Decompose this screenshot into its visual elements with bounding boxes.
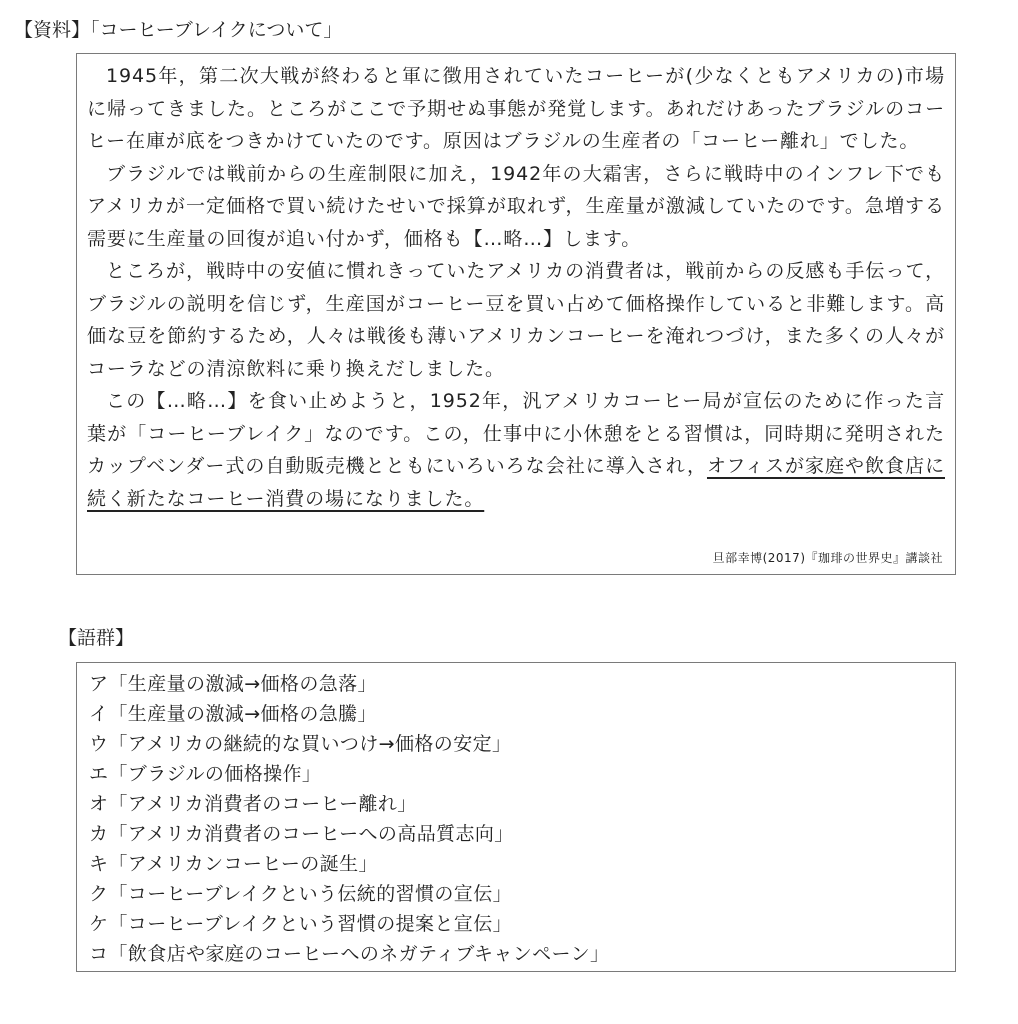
wordbank-heading: 【語群】 (58, 627, 135, 649)
word-list (89, 669, 943, 969)
word-item: エ「ブラジルの価格操作」 (89, 763, 322, 785)
word-item: ウ「アメリカの継続的な買いつけ→価格の安定」 (89, 733, 512, 755)
word-item: キ「アメリカンコーヒーの誕生」 (89, 853, 378, 875)
underlined-sentence: オフィスが家庭や飲食店に続く新たなコーヒー消費の場になりました。 (87, 455, 945, 510)
word-item: ア「生産量の激減→価格の急落」 (89, 673, 377, 695)
wordbank-box (76, 662, 956, 972)
passage-text (87, 60, 945, 515)
source-citation: 旦部幸博(2017)『珈琲の世界史』講談社 (712, 551, 943, 565)
paragraph-3: ところが，戦時中の安値に慣れきっていたアメリカの消費者は，戦前からの反感も手伝って，ブラジルの説明を信じず，生産国がコーヒー豆を買い占めて価格操作していると非難します。高価な豆を節約するため，人々は戦後も薄いアメリカンコーヒーを淹れつづけ，また多くの人々がコーラなどの清涼飲料に乗り換えだしました。 (87, 260, 945, 380)
paragraph-2: ブラジルでは戦前からの生産制限に加え，1942年の大霜害，さらに戦時中のインフレ下でもアメリカが一定価格で買い続けたせいで採算が取れず，生産量が激減していたのです。急増する需要に生産量の回復が追い付かず，価格も【…略…】します。 (87, 162, 945, 250)
paragraph-1: 1945年，第二次大戦が終わると軍に徴用されていたコーヒーが(少なくともアメリカの)市場に帰ってきました。ところがここで予期せぬ事態が発覚します。あれだけあったブラジルのコーヒー在庫が底をつきかけていたのです。原因はブラジルの生産者の「コーヒー離れ」でした。 (87, 65, 945, 152)
word-item: ク「コーヒーブレイクという伝統的習慣の宣伝」 (89, 883, 513, 905)
word-item: カ「アメリカ消費者のコーヒーへの高品質志向」 (89, 823, 514, 845)
word-item: コ「飲食店や家庭のコーヒーへのネガティブキャンペーン」 (89, 943, 610, 965)
material-heading: 【資料】「コーヒーブレイクについて」 (14, 19, 343, 41)
word-item: ケ「コーヒーブレイクという習慣の提案と宣伝」 (89, 913, 513, 935)
word-item: イ「生産量の激減→価格の急騰」 (89, 703, 377, 725)
paragraph-4 (87, 385, 945, 515)
paragraph-4-text: この【…略…】を食い止めようと，1952年，汎アメリカコーヒー局が宣伝のために作った言葉が「コーヒーブレイク」なのです。この，仕事中に小休憩をとる習慣は，同時期に発明されたカップベンダー式の自動販売機とともにいろいろな会社に導入され， (87, 390, 945, 477)
material-passage-box (76, 53, 956, 575)
word-item: オ「アメリカ消費者のコーヒー離れ」 (89, 793, 417, 815)
